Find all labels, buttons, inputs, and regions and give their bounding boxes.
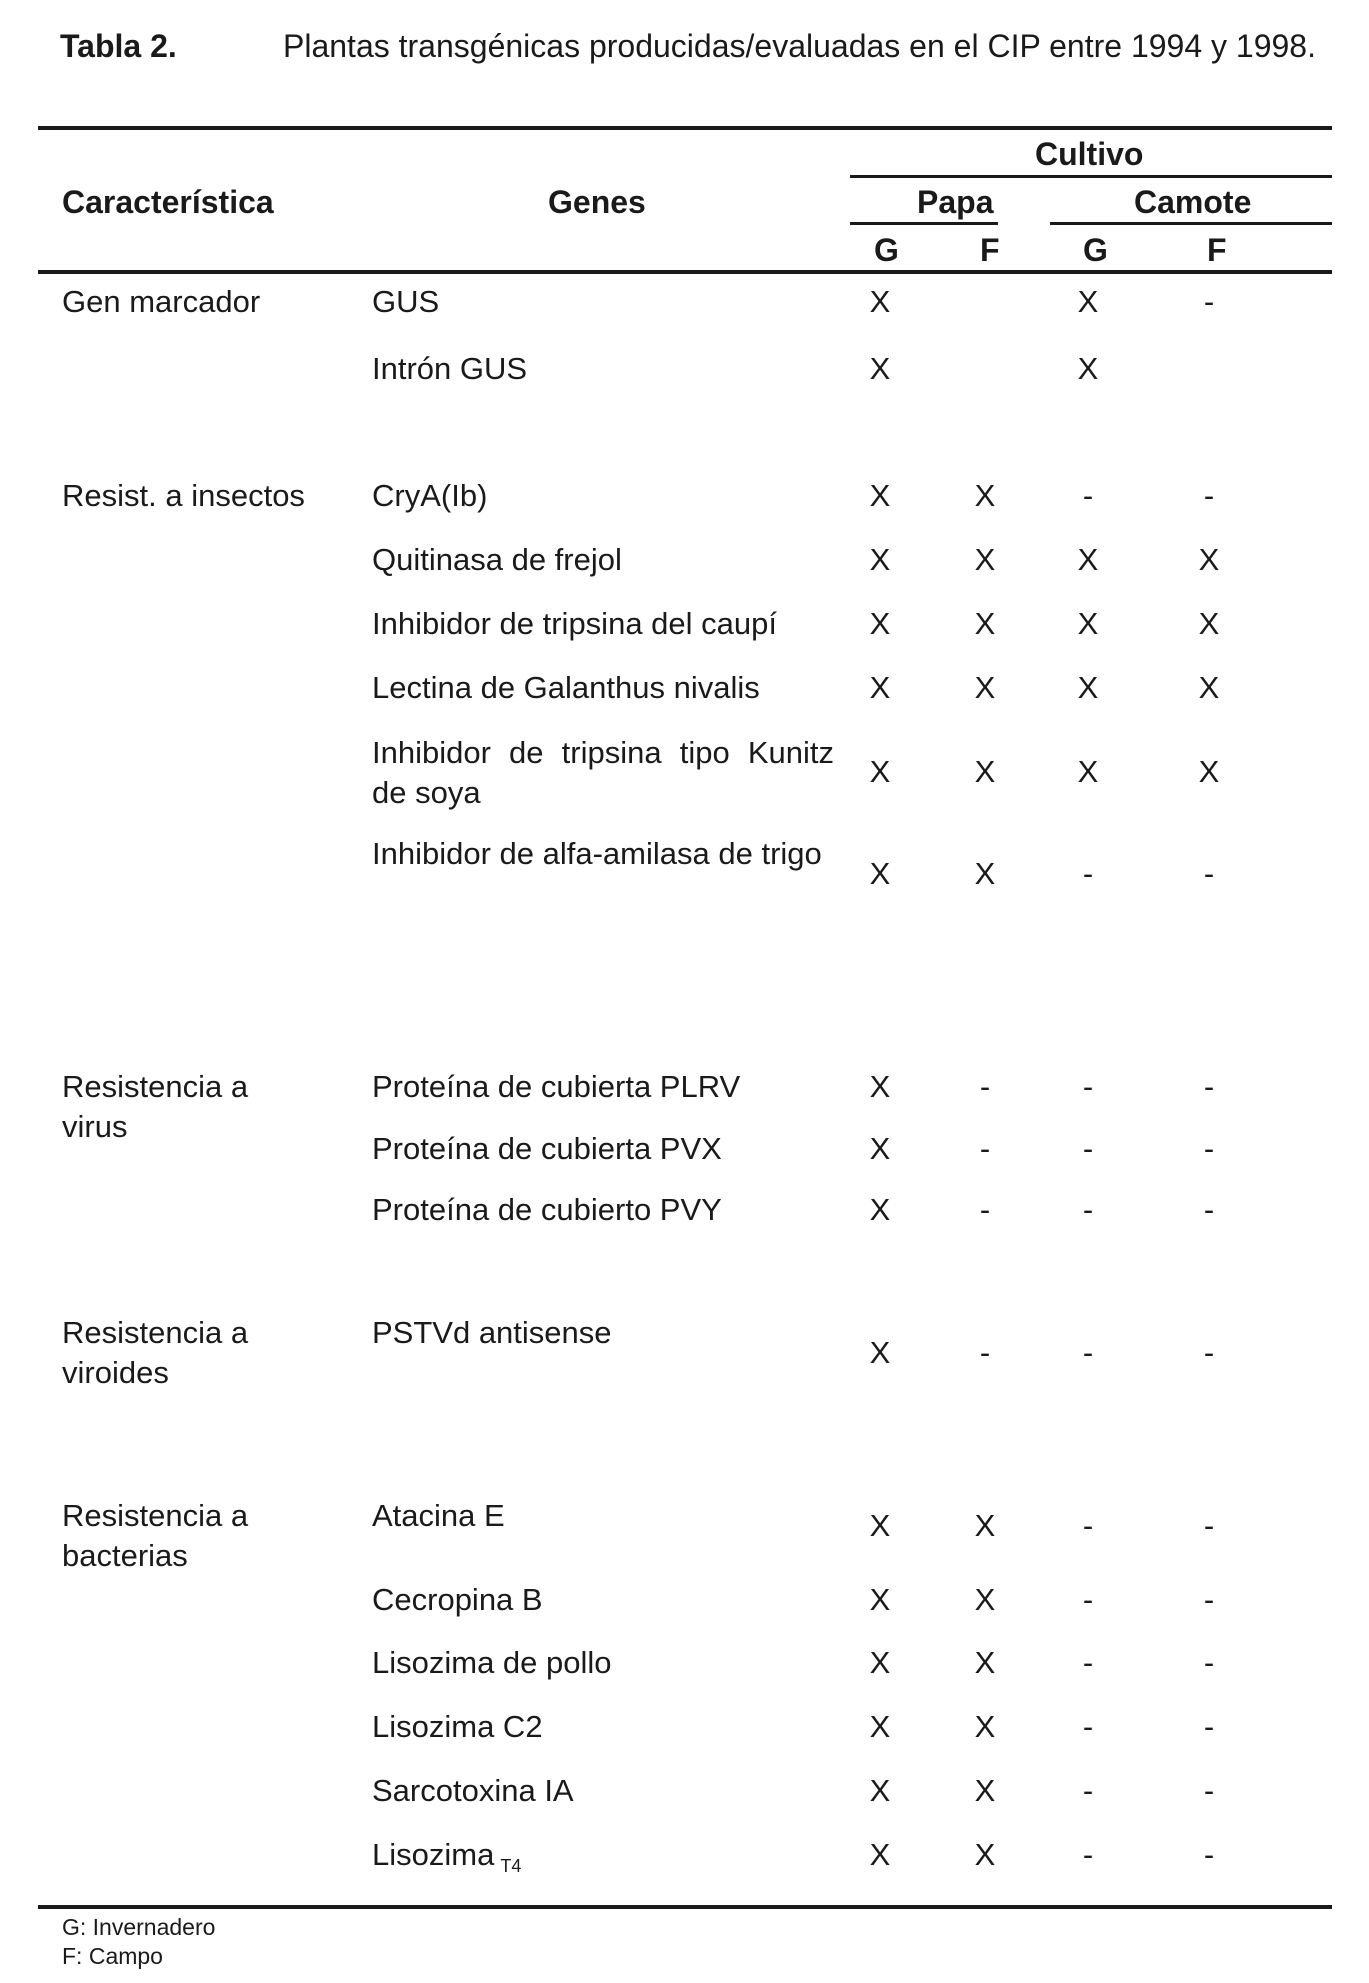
cell-papa-g: X	[869, 1837, 891, 1872]
cell-camote-g: -	[1082, 1582, 1094, 1617]
cell-camote-g: -	[1082, 856, 1094, 891]
cell-papa-g: X	[869, 1508, 891, 1543]
note-greenhouse: G: Invernadero	[62, 1914, 216, 1940]
row-gene	[372, 1067, 832, 1107]
cell-papa-g: X	[869, 1773, 891, 1808]
cell-papa-f: X	[974, 856, 996, 891]
gene-subscript: T4	[500, 1856, 522, 1877]
cell-papa-f: X	[974, 754, 996, 789]
cell-camote-f: -	[1203, 1773, 1215, 1808]
row-gene	[372, 668, 832, 708]
cell-papa-g: X	[869, 1709, 891, 1744]
cell-camote-g: X	[1077, 754, 1099, 789]
row-gene	[372, 733, 834, 813]
row-category: Resistencia a bacterias	[62, 1498, 249, 1573]
cell-papa-f: X	[974, 606, 996, 641]
cell-papa-f: X	[974, 1837, 996, 1872]
row-gene	[372, 476, 832, 516]
cell-papa-g: X	[869, 754, 891, 789]
top-rule	[38, 126, 1332, 130]
gene-name: Inhibidor de tripsina del caupí	[372, 606, 777, 641]
cell-camote-f: -	[1203, 478, 1215, 513]
cell-papa-g: X	[869, 606, 891, 641]
cell-camote-f: -	[1203, 284, 1215, 319]
cell-papa-g: X	[869, 542, 891, 577]
row-gene	[372, 1129, 832, 1169]
row-category: Gen marcador	[62, 284, 261, 319]
row-gene	[372, 1496, 832, 1536]
cell-papa-g: X	[869, 1131, 891, 1166]
row-gene	[372, 1313, 832, 1353]
gene-name: Quitinasa de frejol	[372, 542, 622, 577]
papa-rule	[850, 222, 998, 225]
cell-papa-g: X	[869, 351, 891, 386]
header-papa-g: G	[874, 232, 899, 268]
cell-papa-f: X	[974, 1773, 996, 1808]
cell-papa-g: X	[869, 1582, 891, 1617]
cell-camote-g: X	[1077, 606, 1099, 641]
gene-name: Lectina de Galanthus nivalis	[372, 670, 760, 705]
cell-camote-f: -	[1203, 1131, 1215, 1166]
cell-camote-g: -	[1082, 1837, 1094, 1872]
header-papa-f: F	[980, 232, 1000, 268]
cell-papa-f: X	[974, 1508, 996, 1543]
cell-papa-f: X	[974, 542, 996, 577]
gene-name: Atacina E	[372, 1498, 505, 1533]
table-label: Tabla 2.	[60, 28, 177, 64]
cell-papa-g: X	[869, 1645, 891, 1680]
cell-camote-f: X	[1198, 542, 1220, 577]
cell-camote-f: -	[1203, 1192, 1215, 1227]
row-gene	[372, 1771, 832, 1811]
cell-camote-g: X	[1077, 670, 1099, 705]
header-potato: Papa	[917, 184, 994, 220]
cell-papa-g: X	[869, 284, 891, 319]
cell-camote-f: -	[1203, 1335, 1215, 1370]
header-genes: Genes	[548, 184, 646, 220]
cell-camote-g: X	[1077, 542, 1099, 577]
cell-camote-g: -	[1082, 1192, 1094, 1227]
row-category: Resist. a insectos	[62, 478, 305, 513]
header-camote-f: F	[1207, 232, 1227, 268]
row-gene	[372, 1580, 832, 1620]
header-bottom-rule	[38, 270, 1332, 274]
cell-camote-f: -	[1203, 1709, 1215, 1744]
cell-papa-g: X	[869, 478, 891, 513]
cell-camote-g: -	[1082, 1709, 1094, 1744]
cell-camote-g: -	[1082, 1645, 1094, 1680]
row-gene	[372, 1190, 832, 1230]
row-gene	[372, 834, 834, 874]
gene-name: Inhibidor de alfa-amilasa de trigo	[372, 836, 822, 871]
header-sweet-potato: Camote	[1134, 184, 1252, 220]
cell-papa-f: X	[974, 670, 996, 705]
gene-name: Cecropina B	[372, 1582, 543, 1617]
cell-camote-g: -	[1082, 1508, 1094, 1543]
row-gene	[372, 540, 832, 580]
gene-name: Proteína de cubierta PVX	[372, 1131, 722, 1166]
cell-papa-f: -	[979, 1192, 991, 1227]
row-gene	[372, 349, 832, 389]
gene-name: GUS	[372, 284, 440, 319]
header-crop: Cultivo	[1035, 136, 1144, 172]
row-gene	[372, 1835, 832, 1886]
gene-name: CryA(Ib)	[372, 478, 488, 513]
cell-papa-g: X	[869, 1192, 891, 1227]
gene-name: Proteína de cubierta PLRV	[372, 1069, 741, 1104]
row-gene	[372, 282, 832, 322]
note-field: F: Campo	[62, 1943, 163, 1969]
gene-name: PSTVd antisense	[372, 1315, 612, 1350]
gene-name: Intrón GUS	[372, 351, 528, 386]
cell-camote-g: -	[1082, 478, 1094, 513]
cell-camote-f: -	[1203, 1837, 1215, 1872]
header-camote-g: G	[1083, 232, 1108, 268]
header-characteristic: Característica	[62, 184, 274, 220]
gene-name: Lisozima C2	[372, 1709, 543, 1744]
gene-name: Sarcotoxina IA	[372, 1773, 574, 1808]
gene-name: Proteína de cubierto PVY	[372, 1192, 722, 1227]
gene-name: Lisozima	[372, 1837, 495, 1872]
cell-camote-g: -	[1082, 1069, 1094, 1104]
cell-papa-f: X	[974, 478, 996, 513]
bottom-rule	[38, 1905, 1332, 1909]
cell-papa-f: -	[979, 1335, 991, 1370]
cell-papa-f: X	[974, 1709, 996, 1744]
cell-papa-g: X	[869, 670, 891, 705]
row-category: Resistencia a viroides	[62, 1315, 249, 1390]
cell-papa-f: -	[979, 1131, 991, 1166]
cell-camote-f: -	[1203, 1645, 1215, 1680]
cell-papa-g: X	[869, 1069, 891, 1104]
cell-camote-f: X	[1198, 606, 1220, 641]
cell-papa-f: X	[974, 1582, 996, 1617]
cell-camote-f: -	[1203, 1508, 1215, 1543]
cell-camote-g: -	[1082, 1773, 1094, 1808]
gene-name: Lisozima de pollo	[372, 1645, 612, 1680]
cell-papa-f: -	[979, 1069, 991, 1104]
row-gene	[372, 1707, 832, 1747]
cell-camote-f: -	[1203, 1582, 1215, 1617]
cell-camote-g: X	[1077, 351, 1099, 386]
cell-camote-f: X	[1198, 670, 1220, 705]
cell-camote-g: X	[1077, 284, 1099, 319]
cell-camote-f: X	[1198, 754, 1220, 789]
cell-papa-g: X	[869, 1335, 891, 1370]
row-gene	[372, 604, 832, 644]
gene-name: Inhibidor de tripsina tipo Kunitz de soya	[372, 735, 834, 810]
row-gene	[372, 1643, 832, 1683]
cell-camote-g: -	[1082, 1131, 1094, 1166]
cell-camote-g: -	[1082, 1335, 1094, 1370]
cell-camote-f: -	[1203, 856, 1215, 891]
crop-rule	[850, 175, 1332, 178]
cell-papa-f: X	[974, 1645, 996, 1680]
table-title: Plantas transgénicas producidas/evaluadas en el CIP entre 1994 y 1998.	[283, 28, 1316, 64]
camote-rule	[1050, 222, 1332, 225]
row-category: Resistencia a virus	[62, 1069, 249, 1144]
cell-camote-f: -	[1203, 1069, 1215, 1104]
cell-papa-g: X	[869, 856, 891, 891]
